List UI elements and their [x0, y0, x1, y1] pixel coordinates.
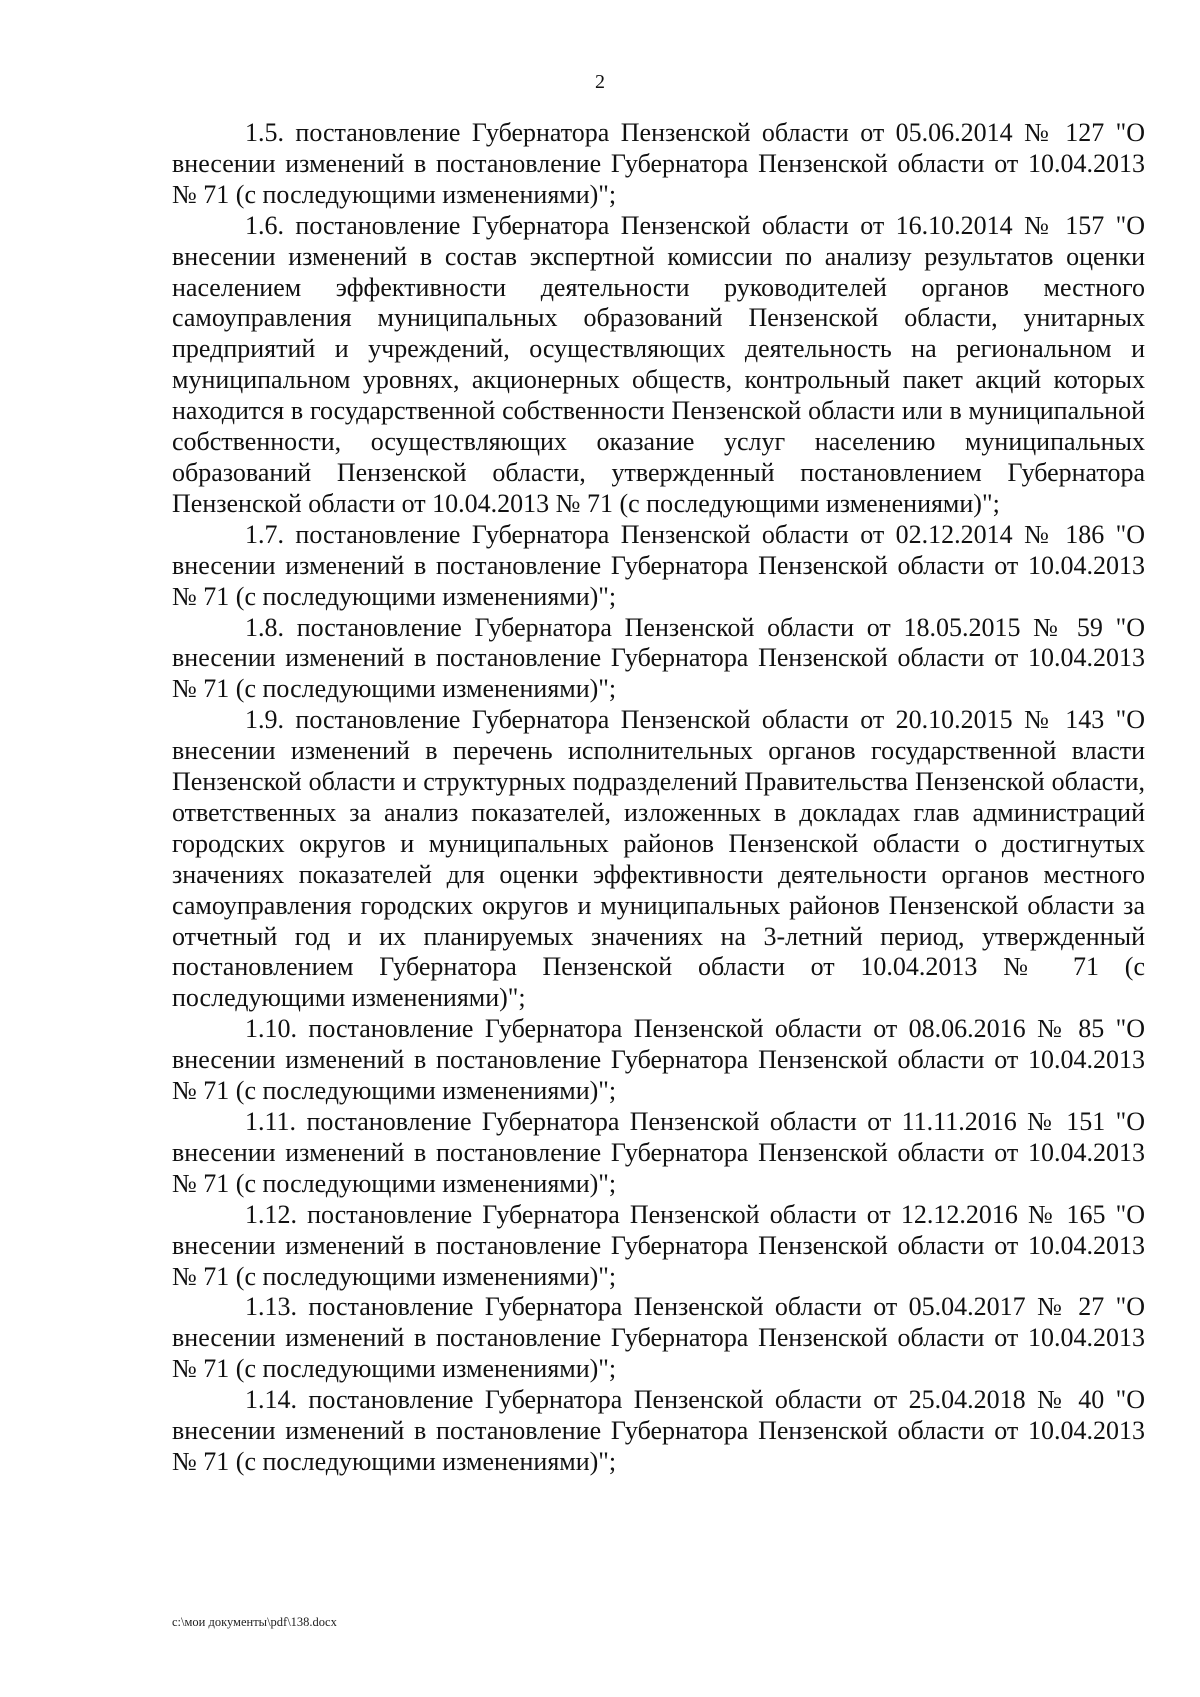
- item-text: постановление Губернатора Пензенской области от 08.06.2016 № 85 "О внесении изменений в постановление Губернатора Пензенской области от 10.04.2013 № 71 (с последующими изменениями)";: [172, 1014, 1145, 1106]
- item-number: 1.11.: [245, 1107, 297, 1136]
- item-text: постановление Губернатора Пензенской области от 05.04.2017 № 27 "О внесении изменений в постановление Губернатора Пензенской области от 10.04.2013 № 71 (с последующими изменениями)";: [172, 1292, 1145, 1384]
- item-text: постановление Губернатора Пензенской области от 12.12.2016 № 165 "О внесении изменений в постановление Губернатора Пензенской области от 10.04.2013 № 71 (с последующими изменениями)";: [172, 1199, 1146, 1291]
- item-number: 1.5.: [245, 118, 284, 147]
- item-text: постановление Губернатора Пензенской области от 25.04.2018 № 40 "О внесении изменений в постановление Губернатора Пензенской области от 10.04.2013 № 71 (с последующими изменениями)";: [172, 1385, 1145, 1476]
- item-number: 1.12.: [245, 1199, 297, 1229]
- item-number: 1.9.: [245, 705, 284, 735]
- list-item-1-7: [172, 520, 1145, 613]
- item-number: 1.14.: [245, 1385, 297, 1415]
- page-number: 2: [595, 71, 605, 93]
- item-text: постановление Губернатора Пензенской области от 16.10.2014 № 157 "О внесении изменений в состав экспертной комиссии по анализу результатов оценки населением эффективности деятельности руководителей органов местного самоуправления муниципальных образований Пензенской области, унитарных предприятий и учреждений, осуществляющих деятельность на региональном и муниципальном уровнях, акционерных обществ, контрольный пакет акций которых находится в государственной собственности Пензенской области или в муниципальной собственности, осуществляющих оказание услуг населению муниципальных образований Пензенской области, утвержденный постановлением Губернатора Пензенской области от 10.04.2013 № 71 (с последующими изменениями)";: [172, 210, 1145, 518]
- list-item-1-5: [172, 118, 1145, 211]
- list-item-1-10: [172, 1014, 1145, 1107]
- item-number: 1.7.: [245, 519, 284, 549]
- item-number: 1.10.: [245, 1014, 297, 1044]
- list-item-1-9: [172, 705, 1145, 1014]
- item-number: 1.6.: [245, 210, 284, 240]
- item-number: 1.13.: [245, 1292, 297, 1322]
- item-text: постановление Губернатора Пензенской области от 18.05.2015 № 59 "О внесении изменений в постановление Губернатора Пензенской области от 10.04.2013 № 71 (с последующими изменениями)";: [172, 612, 1145, 704]
- footer-file-path: c:\мои документы\pdf\138.docx: [172, 1615, 337, 1629]
- list-item-1-14: [172, 1385, 1145, 1478]
- item-text: постановление Губернатора Пензенской области от 20.10.2015 № 143 "О внесении изменений в перечень исполнительных органов государственной власти Пензенской области и структурных подразделений Правительства Пензенской области, ответственных за анализ показателей, изложенных в докладах глав администраций городских округов и муниципальных районов Пензенской области о достигнутых значениях показателей для оценки эффективности деятельности органов местного самоуправления городских округов и муниципальных районов Пензенской области за отчетный год и их планируемых значениях на 3-летний период, утвержденный постановлением Губернатора Пензенской области от 10.04.2013 № 71 (с последующими изменениями)";: [172, 705, 1145, 1013]
- item-text: постановление Губернатора Пензенской области от 02.12.2014 № 186 "О внесении изменений в постановление Губернатора Пензенской области от 10.04.2013 № 71 (с последующими изменениями)";: [172, 519, 1145, 611]
- list-item-1-11: [172, 1107, 1145, 1200]
- list-item-1-8: [172, 613, 1145, 706]
- list-item-1-13: [172, 1292, 1145, 1385]
- item-number: 1.8.: [245, 612, 284, 642]
- item-text: постановление Губернатора Пензенской области от 11.11.2016 № 151 "О внесении изменений в постановление Губернатора Пензенской области от 10.04.2013 № 71 (с последующими изменениями)";: [172, 1107, 1146, 1198]
- item-text: постановление Губернатора Пензенской области от 05.06.2014 № 127 "О внесении изменений в постановление Губернатора Пензенской области от 10.04.2013 № 71 (с последующими изменениями)";: [172, 118, 1145, 209]
- document-body: [172, 118, 1145, 1478]
- list-item-1-12: [172, 1200, 1145, 1293]
- list-item-1-6: [172, 211, 1145, 520]
